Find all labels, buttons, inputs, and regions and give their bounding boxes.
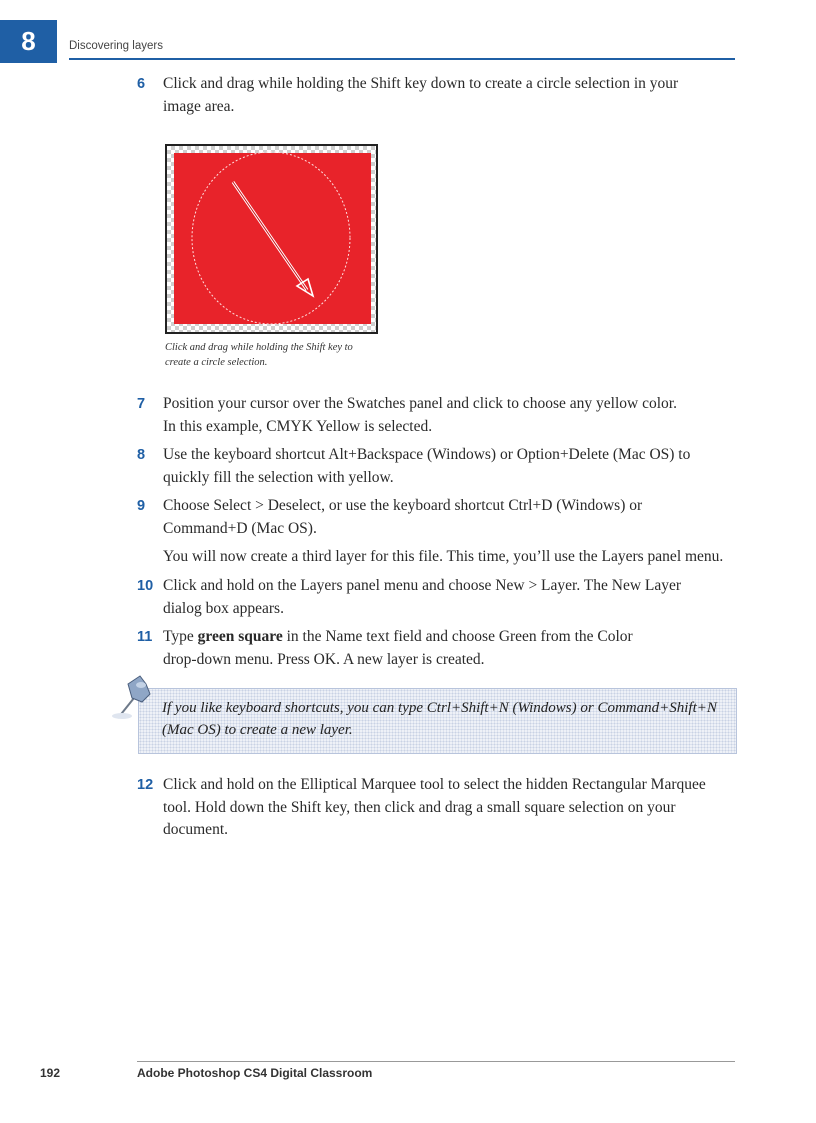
step-line: quickly fill the selection with yellow. — [163, 468, 394, 486]
step-line — [163, 626, 737, 649]
circle-selection-screenshot — [165, 144, 378, 334]
page-number: 192 — [40, 1066, 61, 1080]
step-number: 7 — [137, 396, 146, 412]
step-line: Click and drag while holding the Shift key down to create a circle selection in your — [163, 75, 679, 92]
body-paragraph: You will now create a third layer for this file. This time, you’ll use the Layers panel menu. — [163, 548, 724, 565]
step-number: 11 — [137, 629, 153, 645]
step-line: image area. — [163, 97, 235, 115]
circle-selection-graphic — [165, 144, 378, 334]
section-title: Discovering layers — [69, 40, 163, 52]
step-line: Use the keyboard shortcut Alt+Backspace (Windows) or Option+Delete (Mac OS) to — [163, 446, 691, 463]
step-text — [163, 626, 737, 671]
step-text — [163, 495, 737, 540]
step-line: document. — [163, 821, 228, 838]
step-number: 10 — [137, 578, 154, 594]
step-number: 9 — [137, 498, 146, 514]
step-line: Click and hold on the Elliptical Marquee tool to select the hidden Rectangular Marquee — [163, 776, 706, 793]
step-text — [163, 73, 737, 118]
tip-line: If you like keyboard shortcuts, you can type Ctrl+Shift+N (Windows) or Command+Shift+N — [162, 700, 717, 716]
step-text-part: Type — [163, 628, 198, 645]
step-line: drop-down menu. Press OK. A new layer is created. — [163, 650, 485, 668]
step-line: In this example, CMYK Yellow is selected. — [163, 417, 433, 435]
caption-line: Click and drag while holding the Shift key to — [165, 342, 353, 353]
step-text-part: in the Name text field and choose Green from the Color — [282, 628, 633, 645]
step-number: 6 — [137, 76, 146, 92]
step-text — [163, 444, 737, 489]
step-text — [163, 393, 737, 438]
step-line: Click and hold on the Layers panel menu and choose New > Layer. The New Layer — [163, 577, 682, 594]
step-line: Position your cursor over the Swatches panel and click to choose any yellow color. — [163, 395, 677, 412]
caption-line: create a circle selection. — [165, 357, 268, 368]
step-number: 12 — [137, 777, 154, 793]
header-divider — [69, 58, 735, 60]
step-text — [163, 774, 737, 842]
step-line: dialog box appears. — [163, 599, 284, 617]
figure-caption — [165, 340, 395, 370]
tip-line: (Mac OS) to create a new layer. — [162, 722, 353, 738]
drag-arrow-icon — [233, 182, 313, 296]
footer-divider — [137, 1061, 735, 1062]
step-number: 8 — [137, 447, 146, 463]
bold-term: green square — [197, 628, 283, 645]
step-line: tool. Hold down the Shift key, then click and drag a small square selection on your — [163, 798, 676, 816]
step-text — [163, 575, 737, 620]
step-line: Command+D (Mac OS). — [163, 519, 317, 537]
book-title: Adobe Photoshop CS4 Digital Classroom — [137, 1066, 373, 1080]
tip-text — [162, 697, 732, 741]
pushpin-icon — [110, 672, 158, 724]
step-line: Choose Select > Deselect, or use the keyboard shortcut Ctrl+D (Windows) or — [163, 497, 643, 514]
chapter-number-badge: 8 — [0, 20, 57, 63]
